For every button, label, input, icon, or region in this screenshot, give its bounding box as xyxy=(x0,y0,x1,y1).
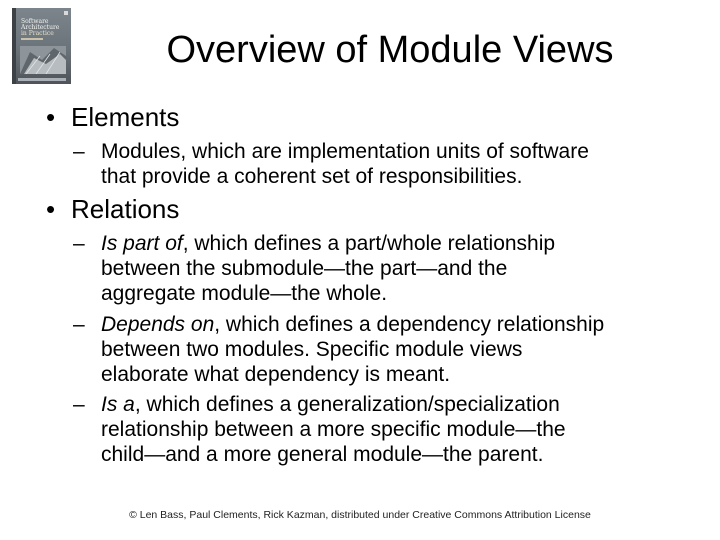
relation-description: , which defines a dependency relationship xyxy=(214,313,605,336)
relation-term: Is a xyxy=(101,393,135,416)
sub-bullet-line: child—and a more general module—the parent. xyxy=(101,443,544,466)
sub-bullet-line: Modules, which are implementation units of software xyxy=(101,140,589,163)
sub-bullet-line: elaborate what dependency is meant. xyxy=(101,363,451,386)
relation-description: , which defines a part/whole relationship xyxy=(182,232,556,255)
sub-bullet-line: aggregate module—the whole. xyxy=(101,282,388,305)
book-title-line-2: Architecture xyxy=(21,24,60,31)
slide-title: Overview of Module Views xyxy=(166,29,614,71)
book-authors-strip xyxy=(18,78,66,81)
sub-bullet-line xyxy=(101,312,691,337)
book-edition-bar xyxy=(21,38,43,40)
sub-bullet-marker: – xyxy=(73,393,85,416)
sub-bullet-line: between two modules. Specific module views xyxy=(101,338,523,361)
book-title-line-3: in Practice xyxy=(21,30,54,37)
sub-bullet-line: relationship between a more specific module—the xyxy=(101,418,566,441)
bullet-marker: • xyxy=(46,194,56,224)
bullet-label: Elements xyxy=(71,102,180,132)
copyright-footer: © Len Bass, Paul Clements, Rick Kazman, distributed under Creative Commons Attribution License xyxy=(129,509,591,521)
sub-bullet-line: that provide a coherent set of responsibilities. xyxy=(101,165,523,188)
bullet-marker: • xyxy=(46,102,56,132)
book-title-line-1: Software xyxy=(21,18,49,25)
relation-term: Is part of xyxy=(101,232,183,255)
sub-bullet-marker: – xyxy=(73,232,85,255)
book-cover-image xyxy=(12,8,71,84)
sub-bullet-marker: – xyxy=(73,140,85,163)
sub-bullet-marker: – xyxy=(73,313,85,336)
relation-description: , which defines a generalization/specialization xyxy=(134,393,560,416)
book-edition-mark xyxy=(64,11,68,15)
sub-bullet-line xyxy=(101,231,691,256)
sub-bullet-line: between the submodule—the part—and the xyxy=(101,257,508,280)
bullet-label: Relations xyxy=(71,194,180,224)
sub-bullet-line xyxy=(101,392,691,417)
building-illustration xyxy=(20,46,66,74)
relation-term: Depends on xyxy=(101,313,215,336)
book-spine xyxy=(12,8,16,84)
